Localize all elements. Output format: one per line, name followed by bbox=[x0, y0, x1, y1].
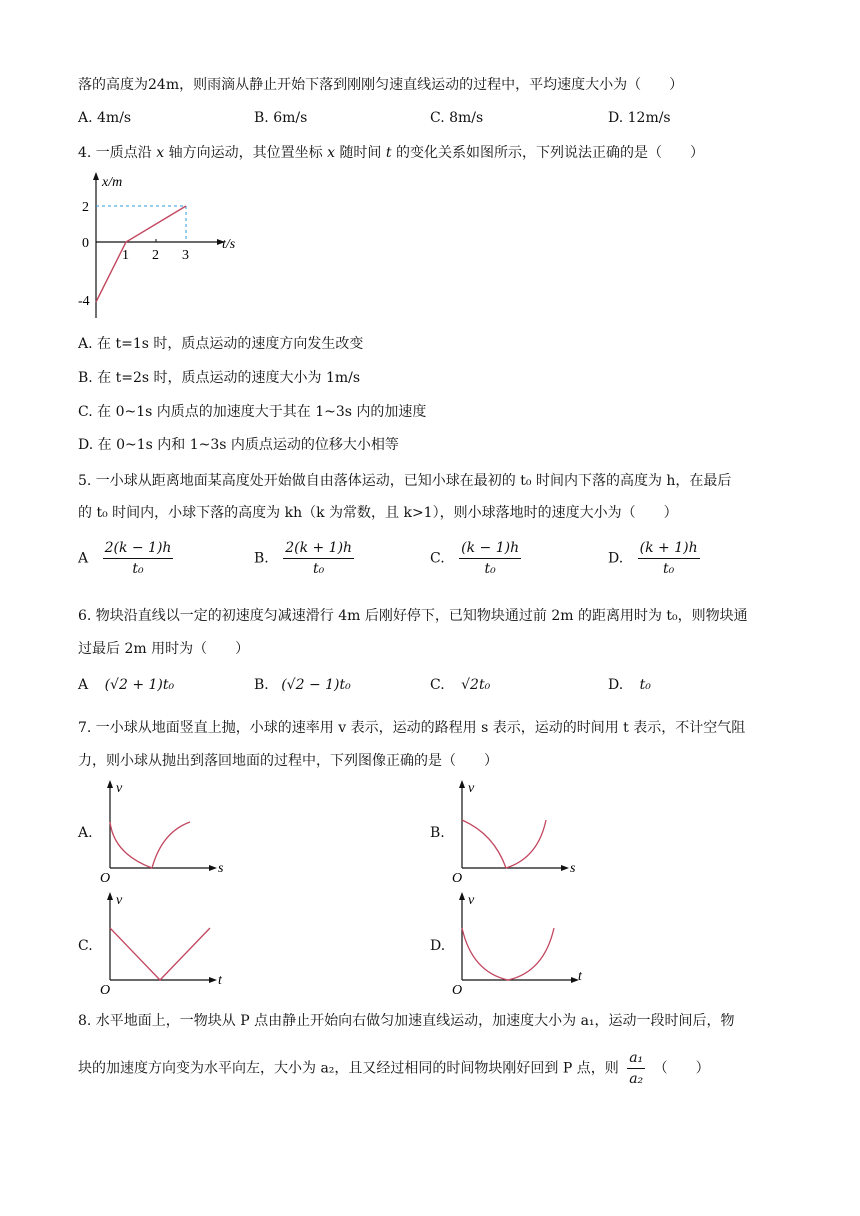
q4-x-tick-2: 2 bbox=[152, 248, 159, 263]
q5-fraction bbox=[459, 540, 521, 577]
q6-stem-line1: 6. 物块沿直线以一定的初速度匀减速滑行 4m 后刚好停下，已知物块通过前 2m 的距离用时为 t₀，则物块通 bbox=[78, 608, 748, 624]
q8-answer-parens: （ ） bbox=[653, 1060, 710, 1077]
fraction-numerator: a₁ bbox=[627, 1050, 645, 1069]
q4-var-x: x bbox=[156, 145, 165, 161]
q4-option-a[interactable]: A. 在 t=1s 时，质点运动的速度方向发生改变 bbox=[78, 336, 364, 352]
q7-graph-c[interactable] bbox=[98, 888, 238, 996]
q5-fraction bbox=[283, 540, 354, 577]
q4-x-tick-3: 3 bbox=[182, 248, 189, 263]
q4-stem-part: 随时间 bbox=[339, 145, 382, 161]
option-label: C. bbox=[430, 550, 445, 567]
option-label: C. bbox=[430, 677, 445, 693]
curve-down bbox=[462, 820, 506, 868]
option-expression: (√2 − 1)t₀ bbox=[281, 677, 351, 693]
fraction-denominator: t₀ bbox=[313, 561, 325, 577]
origin-label: O bbox=[100, 983, 111, 996]
q5-stem-line1: 5. 一小球从距离地面某高度处开始做自由落体运动，已知小球在最初的 t₀ 时间内下落的高度为 h，在最后 bbox=[78, 473, 732, 489]
option-label: B. bbox=[254, 550, 269, 567]
origin-label: O bbox=[452, 871, 463, 884]
q3-stem-tail: 落的高度为24m，则雨滴从静止开始下落到刚刚匀速直线运动的过程中，平均速度大小为（ ） bbox=[78, 77, 684, 93]
origin-label: O bbox=[452, 983, 463, 996]
option-label: A bbox=[78, 550, 89, 567]
fraction-denominator: a₂ bbox=[629, 1071, 644, 1087]
y-label: v bbox=[116, 893, 123, 908]
q4-option-b[interactable]: B. 在 t=2s 时，质点运动的速度大小为 1m/s bbox=[78, 370, 361, 386]
q4-y-tick-0: 0 bbox=[82, 236, 89, 251]
q5-fraction bbox=[638, 540, 700, 577]
q7-option-b-label[interactable]: B. bbox=[430, 825, 445, 841]
q7-stem-line2: 力，则小球从抛出到落回地面的过程中，下列图像正确的是（ ） bbox=[78, 753, 498, 769]
fraction-numerator: (k + 1)h bbox=[638, 540, 700, 559]
q3-option-c[interactable]: C. 8m/s bbox=[430, 110, 484, 126]
option-label: A bbox=[78, 677, 89, 693]
q8-stem-text: 块的加速度方向变为水平向左，大小为 a₂，且又经过相同的时间物块刚好回到 P 点，则 bbox=[78, 1060, 619, 1077]
option-expression: t₀ bbox=[639, 677, 651, 693]
q7-stem-line1: 7. 一小球从地面竖直上抛，小球的速率用 v 表示，运动的路程用 s 表示，运动的时间用 t 表示，不计空气阻 bbox=[78, 720, 746, 736]
q4-stem-part: 4. 一质点沿 bbox=[78, 145, 152, 161]
option-label: B. bbox=[254, 677, 269, 693]
q8-fraction bbox=[627, 1050, 645, 1087]
y-label: v bbox=[116, 781, 123, 796]
q7-graph-d[interactable] bbox=[450, 888, 590, 996]
arrow-icon bbox=[107, 892, 113, 900]
fraction-numerator: (k − 1)h bbox=[459, 540, 521, 559]
fraction-denominator: t₀ bbox=[484, 561, 496, 577]
q4-y-tick-2: 2 bbox=[82, 200, 89, 215]
q5-option-d[interactable] bbox=[608, 540, 700, 577]
option-label: D. bbox=[608, 550, 624, 567]
q5-stem-line2: 的 t₀ 时间内，小球下落的高度为 kh（k 为常数，且 k>1），则小球落地时的速度大小为（ ） bbox=[78, 505, 678, 521]
q6-option-a[interactable] bbox=[78, 677, 174, 693]
q4-y-tick-neg4: -4 bbox=[78, 294, 90, 309]
q4-stem-part: 轴方向运动，其位置坐标 bbox=[168, 145, 323, 161]
v-shape-line bbox=[110, 928, 210, 980]
u-curve bbox=[462, 928, 554, 980]
q7-option-c-label[interactable]: C. bbox=[78, 938, 93, 954]
arrow-icon bbox=[93, 172, 99, 180]
option-expression: (√2 + 1)t₀ bbox=[104, 677, 175, 693]
arrow-icon bbox=[209, 977, 217, 983]
q4-x-tick-1: 1 bbox=[122, 248, 129, 263]
origin-label: O bbox=[100, 871, 111, 884]
fraction-numerator: 2(k − 1)h bbox=[103, 540, 174, 559]
q8-stem-line1: 8. 水平地面上，一物块从 P 点由静止开始向右做匀加速直线运动，加速度大小为 a₁，运动一段时间后，物 bbox=[78, 1013, 735, 1029]
q7-graph-b[interactable] bbox=[450, 776, 590, 884]
curve-down bbox=[110, 822, 152, 868]
q4-stem bbox=[78, 142, 704, 162]
q7-option-d-label[interactable]: D. bbox=[430, 938, 446, 954]
curve-up bbox=[506, 820, 546, 868]
q4-y-label: x/m bbox=[102, 175, 123, 190]
fraction-denominator: t₀ bbox=[132, 561, 144, 577]
q7-option-a-label[interactable]: A. bbox=[78, 825, 93, 841]
q4-xt-graph bbox=[74, 170, 264, 320]
q4-stem-part: 的变化关系如图所示，下列说法正确的是（ ） bbox=[395, 145, 704, 161]
fraction-numerator: 2(k + 1)h bbox=[283, 540, 354, 559]
arrow-icon bbox=[107, 780, 113, 788]
option-label: D. bbox=[608, 677, 624, 693]
x-label: t bbox=[578, 969, 582, 984]
option-expression: √2t₀ bbox=[461, 677, 491, 693]
q4-var-t: t bbox=[385, 145, 392, 161]
curve-up bbox=[152, 822, 190, 868]
q3-option-d[interactable]: D. 12m/s bbox=[608, 110, 671, 126]
q4-option-d[interactable]: D. 在 0~1s 内和 1~3s 内质点运动的位移大小相等 bbox=[78, 437, 399, 453]
arrow-icon bbox=[209, 865, 217, 871]
x-label: s bbox=[218, 861, 224, 876]
q5-option-c[interactable] bbox=[430, 540, 521, 577]
arrow-icon bbox=[459, 780, 465, 788]
q4-position-line bbox=[96, 206, 186, 302]
q5-option-b[interactable] bbox=[254, 540, 354, 577]
arrow-icon bbox=[561, 865, 569, 871]
q4-option-c[interactable]: C. 在 0~1s 内质点的加速度大于其在 1~3s 内的加速度 bbox=[78, 404, 427, 420]
x-label: s bbox=[570, 861, 576, 876]
y-label: v bbox=[468, 893, 475, 908]
q3-option-b[interactable]: B. 6m/s bbox=[254, 110, 308, 126]
arrow-icon bbox=[459, 892, 465, 900]
q3-option-a[interactable]: A. 4m/s bbox=[78, 110, 132, 126]
q5-fraction bbox=[103, 540, 174, 577]
q6-option-b[interactable] bbox=[254, 677, 351, 693]
q8-stem-line2 bbox=[78, 1050, 710, 1087]
q4-var-x: x bbox=[327, 145, 335, 161]
q6-option-c[interactable] bbox=[430, 677, 490, 693]
x-label: t bbox=[218, 973, 222, 988]
y-label: v bbox=[468, 781, 475, 796]
fraction-denominator: t₀ bbox=[663, 561, 675, 577]
q7-graph-a[interactable] bbox=[98, 776, 238, 884]
q6-option-d[interactable] bbox=[608, 677, 651, 693]
q5-option-a[interactable] bbox=[78, 540, 173, 577]
q4-x-label: t/s bbox=[222, 237, 236, 252]
q6-stem-line2: 过最后 2m 用时为（ ） bbox=[78, 641, 250, 657]
